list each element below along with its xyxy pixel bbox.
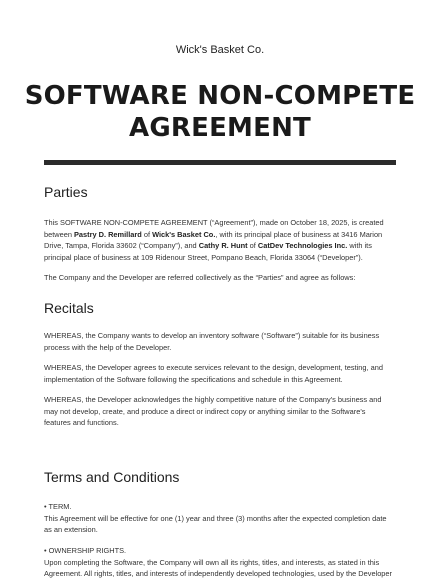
title-line-2: AGREEMENT xyxy=(129,113,311,143)
term-clause-heading: • TERM. xyxy=(44,502,72,511)
document-title xyxy=(20,80,420,144)
title-line-1: SOFTWARE NON-COMPETE xyxy=(24,81,416,111)
title-divider xyxy=(44,160,396,165)
ownership-clause xyxy=(44,545,394,580)
parties-collective-paragraph: The Company and the Developer are referred collectively as the “Parties” and agree as follows: xyxy=(44,273,356,282)
parties-text-a: This SOFTWARE NON-COMPETE AGREEMENT (“Agreement”), made on October 18, 2025, is created between xyxy=(44,218,384,239)
section-heading-parties: Parties xyxy=(44,184,88,200)
parties-paragraph xyxy=(44,217,394,263)
ownership-clause-heading: • OWNERSHIP RIGHTS. xyxy=(44,546,127,555)
parties-text-d: of xyxy=(247,241,258,250)
term-clause-body: This Agreement will be effective for one (1) year and three (3) months after the expected completion date as an extension. xyxy=(44,513,387,534)
recital-paragraph-3: WHEREAS, the Developer acknowledges the highly competitive nature of the Company's business and may not develop, create, and produce a direct or indirect copy or anything similar to the Software's features and functions. xyxy=(44,395,382,427)
section-heading-terms: Terms and Conditions xyxy=(44,469,180,485)
ownership-clause-body: Upon completing the Software, the Company will own all its rights, titles, and interests, as stated in this Agreement. All rights, titles, and interests of independently developed technologies, used by the Developer xyxy=(44,557,392,578)
party-company-2: CatDev Technologies Inc. xyxy=(257,241,348,250)
recital-paragraph-2: WHEREAS, the Developer agrees to execute services relevant to the design, development, testing, and implementation of the Software following the specifications and schedule in this Agreement. xyxy=(44,363,383,384)
section-heading-recitals: Recitals xyxy=(44,300,94,316)
party-name-2: Cathy R. Hunt xyxy=(198,241,248,250)
party-company-1: Wick's Basket Co. xyxy=(152,229,216,239)
company-name: Wick's Basket Co. xyxy=(175,44,265,56)
term-clause xyxy=(44,501,394,536)
recital-paragraph-1: WHEREAS, the Company wants to develop an inventory software (“Software”) suitable for its business process with the help of the Developer. xyxy=(44,331,380,352)
parties-text-b: of xyxy=(141,229,153,239)
parties-text-e: with its principal place of business at 109 Ridenour Street, Pompano Beach, Florida 33064 (“Developer”). xyxy=(44,241,372,262)
party-name-1: Pastry D. Remillard xyxy=(74,229,142,239)
parties-text-c: , with its principal place of business at 3416 Marion Drive, Tampa, Florida 33602 (“Company”), and xyxy=(44,229,383,250)
